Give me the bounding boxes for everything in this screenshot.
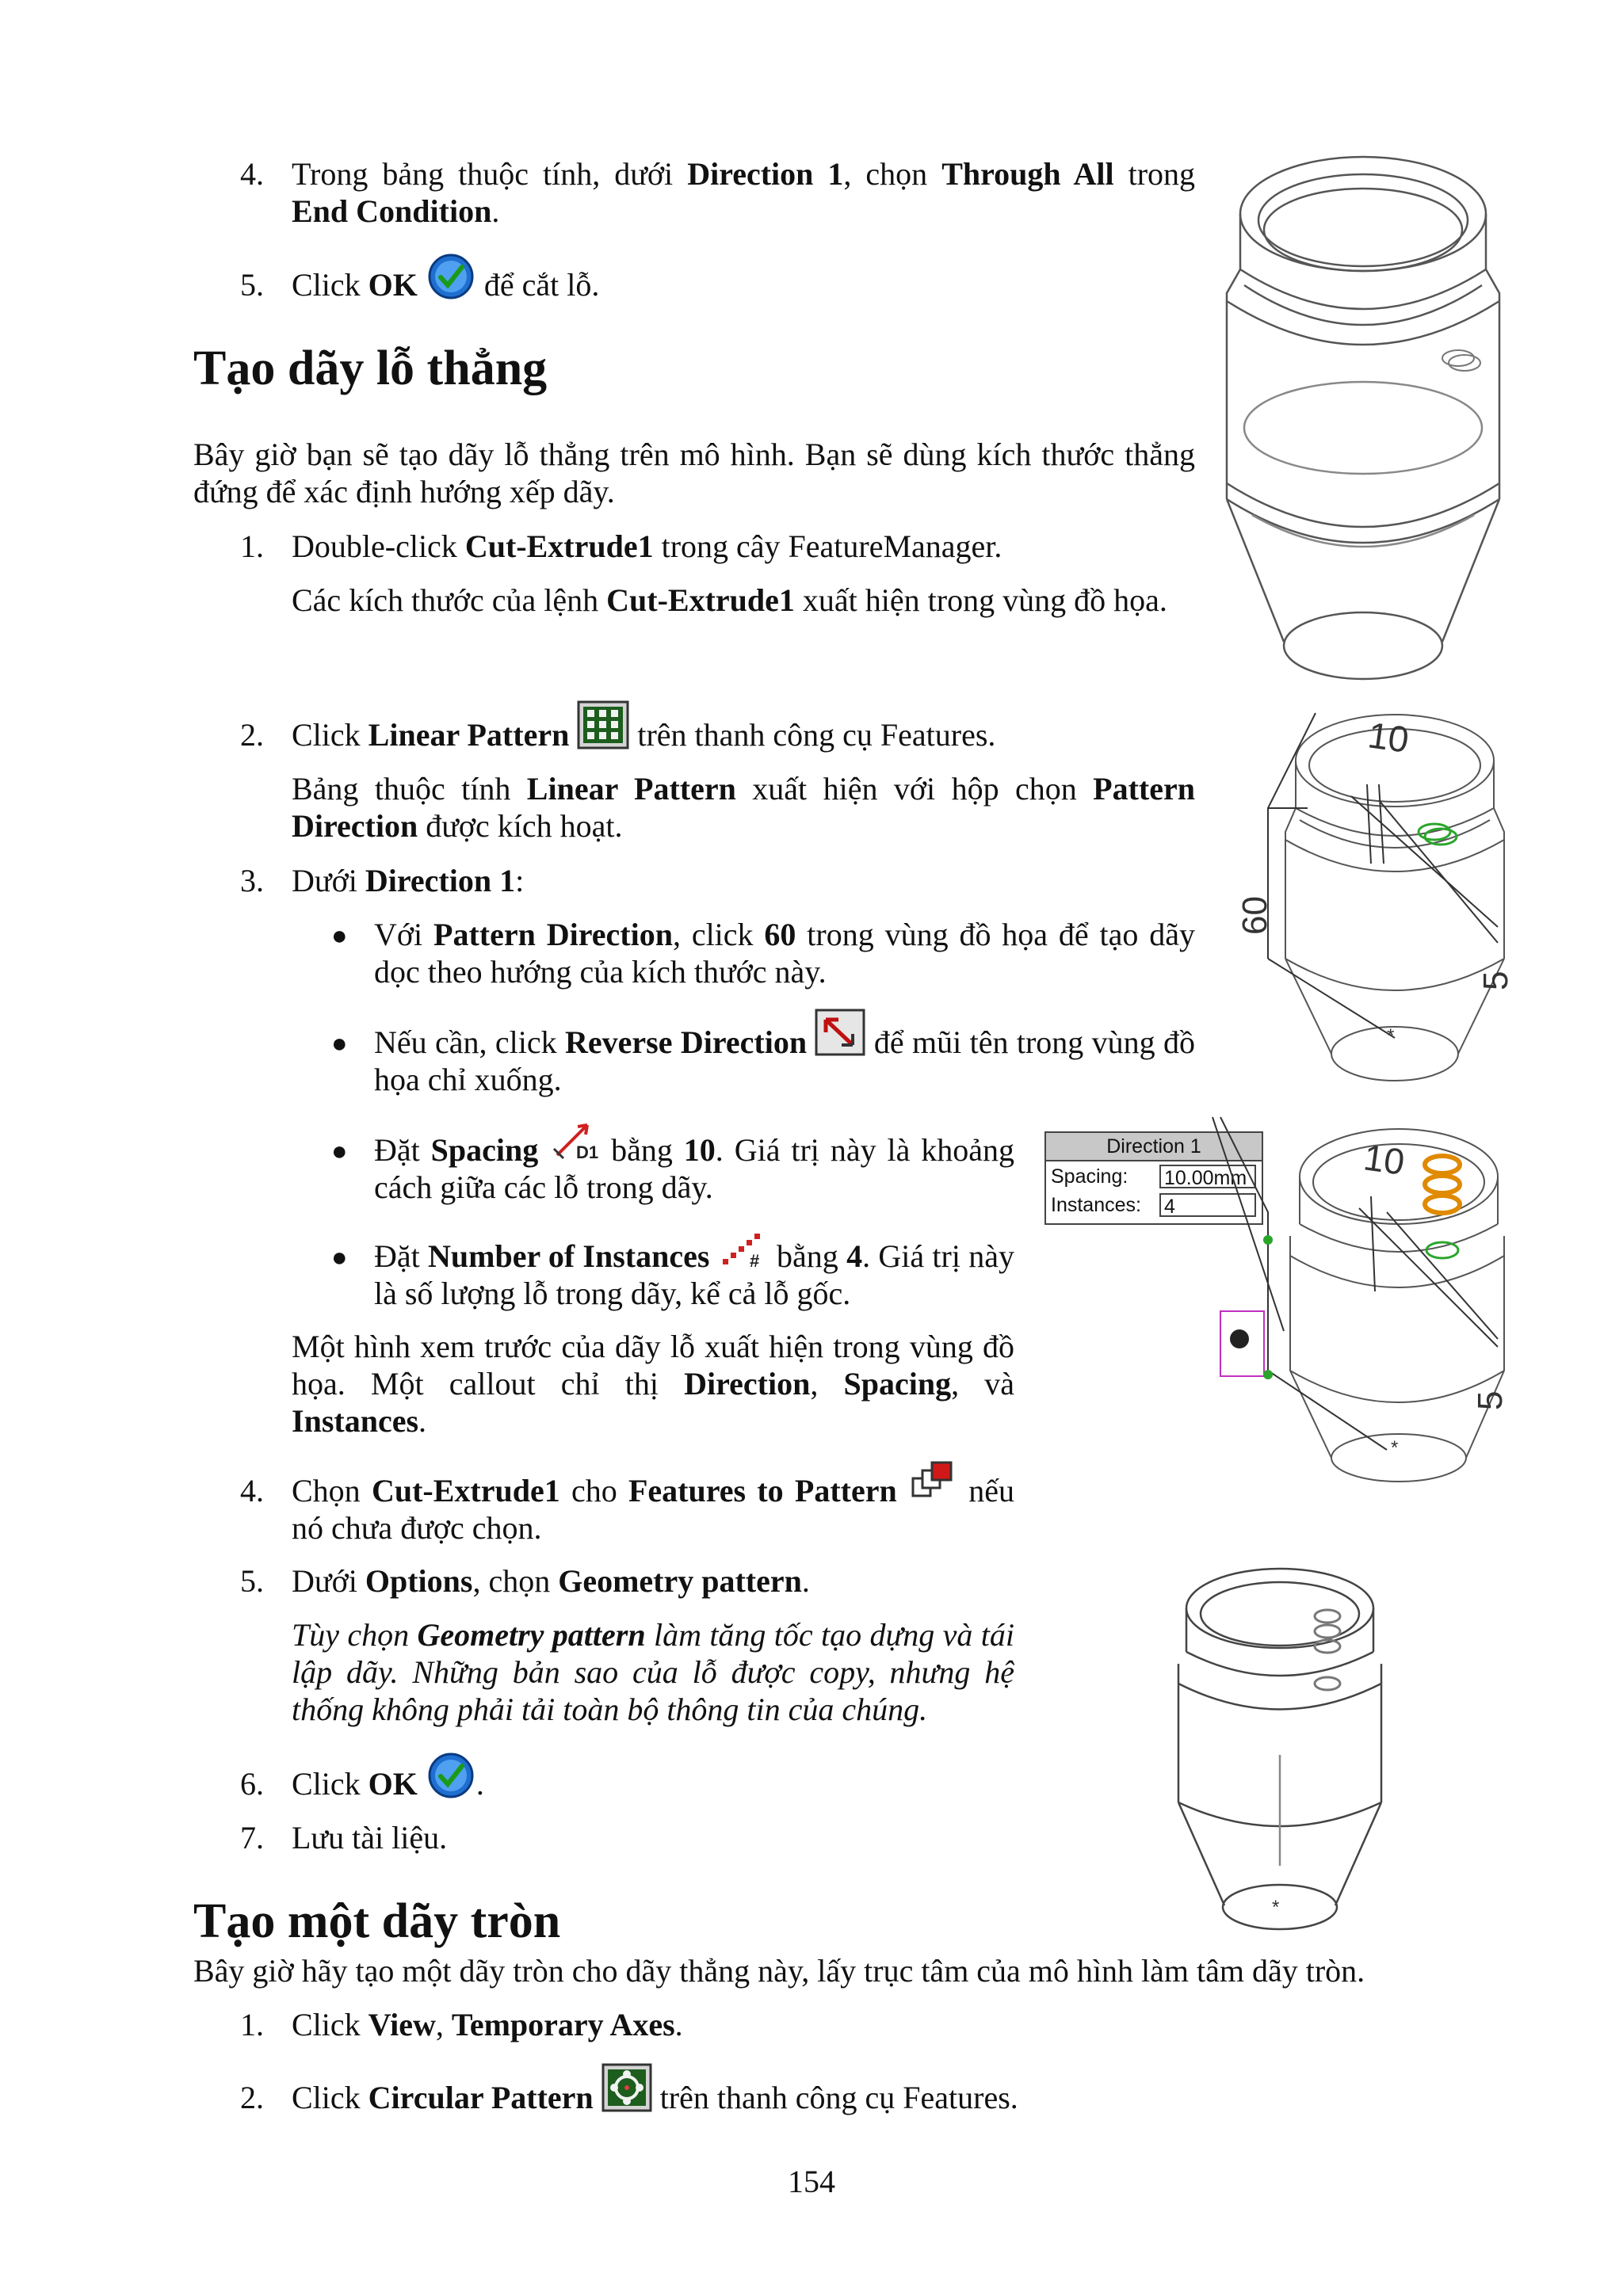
bullet-text: Với Pattern Direction, click 60 trong vùng đồ họa để tạo dãy dọc theo hướng của kích thước này. — [374, 917, 1196, 990]
step-number: 2. — [240, 717, 264, 753]
bullet: ● — [331, 921, 348, 951]
instances-label: Instances: — [1051, 1194, 1141, 1216]
step-note: Tùy chọn Geometry pattern làm tăng tốc tạo dựng và tái lập dãy. Những bản sao của lỗ được copy, nhưng hệ thống không phải tải toàn bộ thông tin của chúng. — [292, 1617, 1015, 1727]
step-note: Bảng thuộc tính Linear Pattern xuất hiện với hộp chọn Pattern Direction được kích hoạt. — [292, 771, 1195, 844]
step-note: Một hình xem trước của dãy lỗ xuất hiện trong vùng đồ họa. Một callout chỉ thị Direction, Spacing, và Instances. — [292, 1329, 1015, 1439]
step-number: 7. — [240, 1820, 264, 1855]
step-number: 2. — [240, 2080, 264, 2115]
dimension-10-label: 10 — [1361, 1136, 1407, 1183]
instances-icon — [718, 1222, 769, 1270]
bullet-text: Nếu cần, click Reverse Direction để mũi tên trong vùng đồ họa chỉ xuống. — [374, 1024, 1195, 1098]
jar-model-figure — [1220, 151, 1506, 689]
step-number: 1. — [240, 2007, 264, 2042]
section-title: Tạo dãy lỗ thẳng — [193, 341, 548, 395]
spacing-field[interactable]: 10.00mm — [1159, 1165, 1256, 1188]
circular-pattern-icon — [601, 2063, 652, 2112]
bullet-text: Đặt Spacing D1 bằng 10. Giá trị này là khoảng cách giữa các lỗ trong dãy. — [374, 1131, 1014, 1206]
dimension-5-label: 5 — [1476, 971, 1515, 990]
step-text: Trong bảng thuộc tính, dưới Direction 1, chọn Through All trong End Condition. — [292, 156, 1196, 229]
spacing-icon — [549, 1116, 600, 1165]
step-text: Click Circular Pattern trên thanh công cụ Features. — [292, 2079, 1401, 2116]
linear-pattern-icon — [577, 700, 629, 749]
ok-check-icon — [426, 1752, 476, 1799]
step-text: Lưu tài liệu. — [292, 1820, 448, 1855]
callout-title: Direction 1 — [1046, 1133, 1262, 1161]
section-title: Tạo một dãy tròn — [193, 1894, 561, 1948]
page-number: 154 — [788, 2164, 835, 2199]
svg-text:D1: D1 — [576, 1142, 599, 1162]
step-text: Click View, Temporary Axes. — [292, 2007, 683, 2042]
step-number: 5. — [240, 267, 264, 303]
bullet: ● — [331, 1029, 348, 1058]
instances-field[interactable]: 4 — [1159, 1193, 1256, 1217]
step-text: Double-click Cut-Extrude1 trong cây FeatureManager. — [292, 528, 1002, 564]
step-number: 4. — [240, 1473, 264, 1508]
jar-pattern-preview-figure — [1205, 1117, 1510, 1482]
step-number: 1. — [240, 528, 264, 564]
svg-text:#: # — [749, 1250, 759, 1271]
dimension-60-label: 60 — [1235, 896, 1274, 935]
jar-result-figure — [1169, 1565, 1391, 1937]
step-text: Click Linear Pattern trên thanh công cụ Features. — [292, 716, 1195, 753]
section-intro: Bây giờ hãy tạo một dãy tròn cho dãy thẳng này, lấy trục tâm của mô hình làm tâm dãy tròn. — [193, 1953, 1365, 1989]
step-number: 4. — [240, 156, 264, 192]
step-text: Click OK để cắt lỗ. — [292, 266, 1195, 303]
bullet: ● — [331, 1137, 348, 1166]
dimension-5-label: 5 — [1471, 1390, 1510, 1410]
spacing-label: Spacing: — [1051, 1165, 1128, 1188]
bullet: ● — [331, 1243, 348, 1272]
step-text: Dưới Options, chọn Geometry pattern. — [292, 1563, 810, 1599]
jar-dimensions-figure — [1236, 705, 1514, 1085]
step-text: Chọn Cut-Extrude1 cho Features to Pattern nếu nó chưa được chọn. — [292, 1472, 1014, 1547]
step-number: 5. — [240, 1563, 264, 1599]
step-text: Dưới Direction 1: — [292, 863, 525, 898]
step-text: Click OK . — [292, 1765, 1014, 1802]
dimension-10-label: 10 — [1365, 714, 1411, 761]
bullet-text: Đặt Number of Instances # bằng 4. Giá trị này là số lượng lỗ trong dãy, kể cả lỗ gốc. — [374, 1238, 1014, 1312]
section-intro: Bây giờ bạn sẽ tạo dãy lỗ thẳng trên mô hình. Bạn sẽ dùng kích thước thẳng đứng để xác định hướng xếp dãy. — [193, 437, 1195, 509]
step-note: Các kích thước của lệnh Cut-Extrude1 xuất hiện trong vùng đồ họa. — [292, 582, 1167, 618]
svg-text:*: * — [1387, 1025, 1395, 1047]
svg-text:*: * — [1272, 1897, 1280, 1918]
step-number: 3. — [240, 863, 264, 898]
ok-check-icon — [426, 253, 476, 300]
features-to-pattern-icon — [908, 1458, 957, 1504]
step-number: 6. — [240, 1766, 264, 1802]
reverse-direction-icon — [815, 1009, 865, 1056]
svg-text:*: * — [1391, 1437, 1399, 1459]
